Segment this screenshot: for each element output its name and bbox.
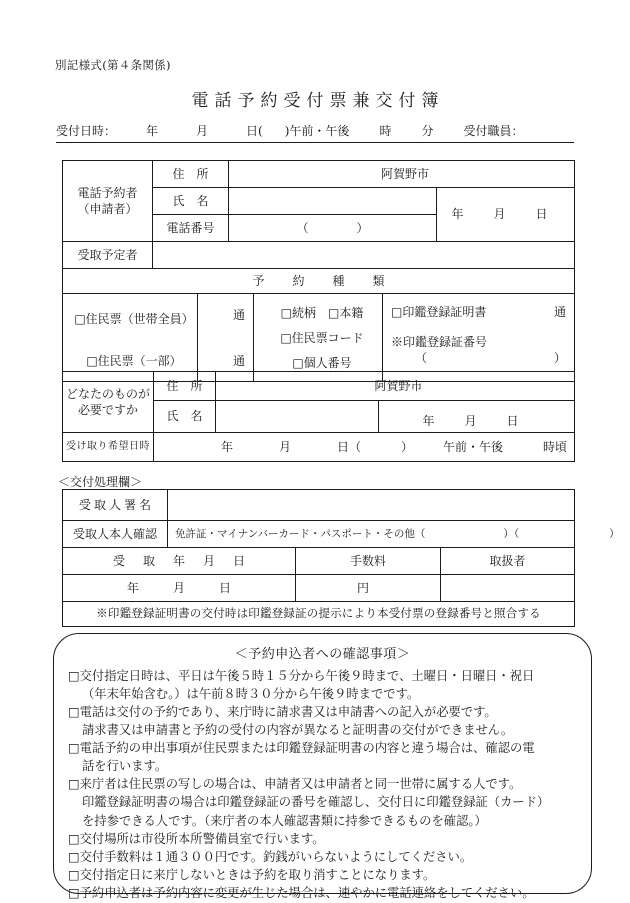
form-number: 別記様式(第４条関係) [55,58,171,72]
column-header-handler: 取扱者 [441,548,575,575]
column-header-fee: 手数料 [296,548,441,575]
table-row [63,294,575,382]
hope-datetime-label: 受け取り希望日時 [63,433,154,462]
juminhyo-options[interactable] [63,294,198,382]
hope-datetime-value[interactable] [154,433,575,462]
applicant-date-day: 日 [535,207,548,222]
checkbox-juminhyo-all[interactable]: □住民票（世帯全員） [74,312,194,327]
hope-year: 年 [220,439,233,454]
inkan-section[interactable] [383,294,575,382]
whose-document-table [62,371,575,462]
whose-date-cell[interactable] [379,401,575,433]
table-row [63,602,575,627]
receipt-hour: 時 [379,124,392,138]
applicant-date-month: 月 [493,207,506,222]
receipt-datetime-label: 受付日時： [56,124,117,138]
receipt-datetime-line [56,122,574,143]
checkbox-juminhyo-code[interactable]: □住民票コード [280,331,364,346]
applicant-label-sub: （申請者） [77,202,138,216]
inkan-number-open: （ [415,351,428,365]
applicant-date-cell[interactable] [437,188,575,242]
notice-item-0-line1: □交付指定日時は、平日は午後５時１５分から午後９時まで、土曜日・日曜日・祝日 [68,669,535,683]
receipt-date-value[interactable] [63,575,296,602]
notice-item-0-line2: （年末年始含む。）は午前８時３０分から午後９時までです。 [82,687,420,702]
whose-date-year: 年 [422,413,435,428]
whose-date-month: 月 [464,413,477,428]
list-item[interactable] [68,667,581,703]
hope-day: 日（ [336,439,361,454]
hope-ampm: 午前・午後 [443,439,504,454]
whose-name-label: 氏 名 [154,401,216,433]
notice-list [54,667,591,902]
whose-question-line1: どなたのものが [65,386,150,401]
checkbox-juminhyo-part[interactable]: □住民票（一部） [86,354,182,369]
identity-label: 受取人本人確認 [63,521,168,548]
receipt-ampm: 午前・午後 [289,124,350,138]
applicant-row-label [63,161,153,242]
handler-value[interactable] [441,575,575,602]
notice-box [53,633,592,900]
proc-date-day: 日 [219,580,232,595]
identity-close-1: ）（ [503,527,520,540]
whose-question-line2: 必要ですか [77,403,138,417]
table-row [63,521,575,548]
identity-close-2: ） [609,527,620,540]
receipt-month: 月 [196,124,209,138]
table-row [63,242,575,269]
whose-date-day: 日 [506,413,519,428]
inkan-number-field[interactable] [391,350,566,366]
notice-item-7-line1: □予約申込者は予約内容に変更が生じた場合は、速やかに電話連絡をしてください。 [68,885,535,900]
hope-day-close: ） [401,439,414,454]
list-item[interactable] [68,739,581,775]
notice-item-2-line1: □電話予約の申出事項が住民票または印鑑登録証明書の内容と違う場合は、確認の電 [68,741,535,756]
list-item[interactable] [68,830,581,848]
whose-address-label: 住 所 [154,372,216,401]
list-item[interactable] [68,884,581,902]
receiver-label: 受取予定者 [63,242,153,269]
applicant-phone-label: 電話番号 [153,215,229,242]
process-section-label: ＜交付処理欄＞ [58,475,143,489]
applicant-address-value[interactable]: 阿賀野市 [229,161,575,188]
juminhyo-detail-options[interactable] [254,294,383,382]
table-row [63,372,575,401]
applicant-address-label: 住 所 [153,161,229,188]
table-row [63,269,575,294]
page-title: 電話予約受付票兼交付簿 [191,91,445,111]
receipt-staff-label: 受付職員： [463,124,524,138]
signature-label: 受取人署名 [63,490,168,521]
applicant-date-year: 年 [451,207,464,222]
reservation-type-table [62,268,575,382]
table-row [63,490,575,521]
hope-month: 月 [278,439,291,454]
applicant-name-value[interactable] [229,188,437,215]
juminhyo-count-cell[interactable] [198,294,254,382]
receipt-day-close: ) [284,124,290,138]
identity-options-cell[interactable] [168,521,620,548]
inkan-number-label: ※印鑑登録証番号 [391,335,488,349]
list-item[interactable] [68,848,581,866]
notice-item-5-line1: □交付手数料は１通３００円です。釣銭がいらないようにしてください。 [68,849,473,864]
notice-item-6-line1: □交付指定日に来庁しないときは予約を取り消すことになります。 [68,867,436,882]
table-row [63,575,575,602]
signature-value[interactable] [168,490,575,521]
whose-address-value[interactable]: 阿賀野市 [216,372,575,401]
delivery-processing-table [62,489,620,627]
count-unit-part: 通 [232,354,245,369]
receipt-year: 年 [146,124,159,138]
proc-date-year: 年 [126,580,139,595]
table-row [63,548,575,575]
proc-date-month: 月 [172,580,185,595]
applicant-label-main: 電話予約者 [77,185,138,200]
applicant-name-label: 氏 名 [153,188,229,215]
notice-item-1-line2: 請求書又は申請書と予約の受付の内容が異なると証明書の交付ができません。 [82,723,514,738]
count-unit-all: 通 [232,308,245,322]
receipt-day: 日( [246,124,263,138]
receiver-value[interactable] [153,242,575,269]
notice-item-3-line2: 印鑑登録証明書の場合は印鑑登録証の番号を確認し、交付日に印鑑登録証（カード） [82,795,550,810]
notice-item-3-line1: □来庁者は住民票の写しの場合は、申請者又は申請者と同一世帯に属する人です。 [68,777,522,792]
whose-name-value[interactable] [216,401,379,433]
count-unit-inkan: 通 [554,305,567,319]
notice-item-2-line2: 話を行います。 [82,759,168,774]
list-item[interactable] [68,866,581,884]
hope-hour: 時頃 [543,439,568,454]
fee-value[interactable]: 円 [296,575,441,602]
inkan-number-close: ） [554,351,567,365]
list-item[interactable] [68,703,581,739]
process-footnote: ※印鑑登録証明書の交付時は印鑑登録証の提示により本受付票の登録番号と照合する [63,602,575,627]
table-row [63,161,575,188]
applicant-table [62,160,575,269]
notice-item-1-line1: □電話は交付の予約であり、来庁時に請求書又は申請書への記入が必要です。 [68,705,497,720]
checkbox-inkan-shomeisho[interactable]: □印鑑登録証明書 [391,305,487,319]
column-header-receipt-date: 受 取 年 月 日 [63,548,296,575]
identity-options: 免許証・マイナンバーカード・パスポート・その他（ [175,527,426,540]
notice-item-4-line1: □交付場所は市役所本所警備員室で行います。 [68,831,325,846]
notice-title: ＜予約申込者への確認事項＞ [234,647,411,662]
checkbox-kojin-bango[interactable]: □個人番号 [292,356,352,371]
table-row [63,433,575,462]
whose-question-label [63,372,154,433]
checkbox-zokugara-honseki[interactable]: □続柄 □本籍 [280,306,364,320]
reservation-type-heading: 予 約 種 類 [63,269,575,294]
list-item[interactable] [68,775,581,829]
notice-item-3-line3: を持参できる人です。（来庁者の本人確認書類に持参できるものを確認。） [82,813,487,828]
receipt-minute: 分 [421,124,434,138]
applicant-phone-value[interactable]: （ ） [229,215,437,242]
